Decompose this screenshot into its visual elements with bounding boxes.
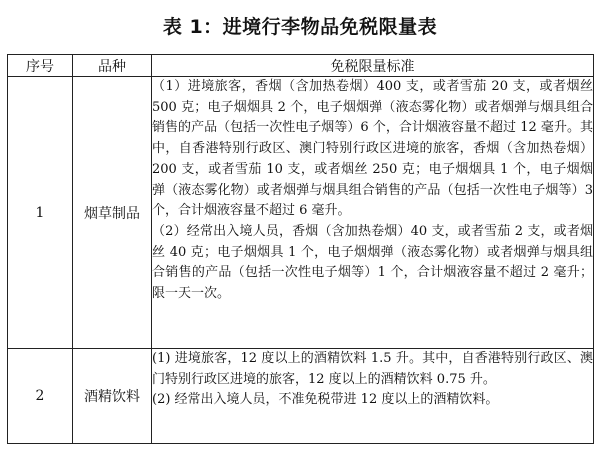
row-standard — [152, 349, 594, 444]
standard-paragraph: (1) 进境旅客，12 度以上的酒精饮料 1.5 升。其中，自香港特别行政区、澳门特别行政区进境的旅客，12 度以上的酒精饮料 0.75 升。 — [152, 351, 593, 387]
row-standard — [152, 77, 594, 349]
table-row-tobacco — [8, 77, 594, 349]
duty-free-limits-table — [7, 54, 594, 444]
header-duty-free-standard: 免税限量标准 — [152, 55, 594, 77]
header-serial-number: 序号 — [8, 55, 73, 77]
table-row-alcohol — [8, 349, 594, 444]
table-header-row — [8, 55, 594, 77]
header-category: 品种 — [73, 55, 152, 77]
standard-paragraph: （2）经常出入境人员，香烟（含加热卷烟）40 支，或者雪茄 2 支，或者烟丝 40 克；电子烟烟具 1 个，电子烟烟弹（液态雾化物）或者烟弹与烟具组合销售的产品（包括一次性电子烟等）1 个，合计烟液容量不超过 2 毫升；限一天一次。 — [152, 223, 593, 302]
row-category: 烟草制品 — [73, 77, 152, 349]
standard-paragraph: （1）进境旅客，香烟（含加热卷烟）400 支，或者雪茄 20 支，或者烟丝 500 克；电子烟烟具 2 个，电子烟烟弹（液态雾化物）或者烟弹与烟具组合销售的产品（包括一次性电子烟等）6 个，合计烟液容量不超过 12 毫升。其中，自香港特别行政区、澳门特别行政区进境的旅客，香烟（含加热卷烟）200 支，或者雪茄 10 支，或者烟丝 250 克；电子烟烟具 1 个，电子烟烟弹（液态雾化物）或者烟弹与烟具组合销售的产品（包括一次性电子烟等）3 个，合计烟液容量不超过 6 毫升。 — [152, 79, 593, 219]
standard-paragraph: (2) 经常出入境人员，不准免税带进 12 度以上的酒精饮料。 — [152, 392, 499, 408]
row-category: 酒精饮料 — [73, 349, 152, 444]
row-number: 2 — [8, 349, 73, 444]
table-title: 表 1：进境行李物品免税限量表 — [162, 16, 438, 38]
row-number: 1 — [8, 77, 73, 349]
